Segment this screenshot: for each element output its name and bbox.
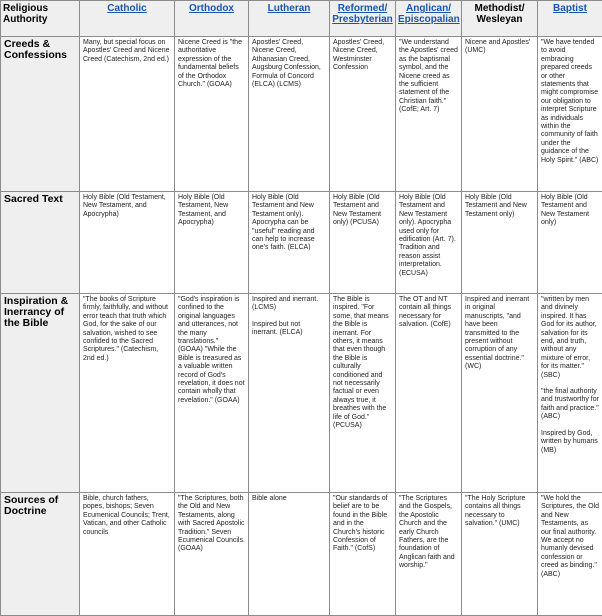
- cell-text-orthodox: Holy Bible (Old Testament, New Testament, and Apocrypha): [175, 192, 249, 294]
- cell-creeds-baptist: "We have tended to avoid embracing prepared creeds or other statements that might compromise our obligation to interpret Scripture as individuals within the community of faith under the guidance of the Holy Spirit." (ABC): [538, 37, 602, 192]
- corner-header: Religious Authority: [1, 1, 80, 37]
- cell-sources-orthodox: "The Scriptures, both the Old and New Testaments, along with Sacred Apostolic Tradition." Seven Ecumenical Councils. (GOAA): [175, 493, 249, 616]
- sources-row: [1, 493, 602, 616]
- lutheran-header-link[interactable]: Lutheran: [249, 1, 330, 37]
- orthodox-header-link[interactable]: Orthodox: [175, 1, 249, 37]
- cell-inspiration-orthodox: "God's inspiration is confined to the original languages and utterances, not the many translations." (GOAA) "While the Bible is treasured as a valuable written record of God's revelation, it does not contain wholly that revelation." (GOAA): [175, 294, 249, 493]
- anglican-header-link[interactable]: Anglican/ Episcopalian: [396, 1, 462, 37]
- cell-text-reformed: Holy Bible (Old Testament and New Testament only) (PCUSA): [330, 192, 396, 294]
- cell-text-lutheran: Holy Bible (Old Testament and New Testament only). Apocrypha can be "useful" reading and can help to increase one's faith. (ELCA): [249, 192, 330, 294]
- baptist-mb-note: Inspired by God, written by humans (MB): [541, 430, 599, 455]
- spacer: [252, 313, 326, 321]
- cell-creeds-reformed: Apostles' Creed, Nicene Creed, Westminster Confession: [330, 37, 396, 192]
- cell-inspiration-methodist: Inspired and inerrant in original manuscripts, "and have been transmitted to the present without corruption of any essential doctrine." (WC): [462, 294, 538, 493]
- inspiration-row: [1, 294, 602, 493]
- cell-creeds-anglican: "We understand the Apostles' creed as the baptismal symbol, and the Nicene creed as the sufficient statement of the Christian faith." (CofE; Art. 7): [396, 37, 462, 192]
- cell-creeds-lutheran: Apostles' Creed, Nicene Creed, Athanasian Creed, Augsburg Confession, Formula of Concord (ELCA) (LCMS): [249, 37, 330, 192]
- baptist-abc-note: "the final authority and trustworthy for faith and practice." (ABC): [541, 388, 599, 422]
- cell-text-anglican: Holy Bible (Old Testament and New Testament only). Apocrypha used only for edification (Art. 7). Tradition and reason assist interpretation. (ECUSA): [396, 192, 462, 294]
- cell-sources-catholic: Bible, church fathers, popes, bishops; Seven Ecumenical Councils; Trent, Vatican, and other Catholic councils: [80, 493, 175, 616]
- creeds-row: [1, 37, 602, 192]
- cell-inspiration-reformed: The Bible is inspired. "For some, that means the Bible is inerrant. For others, it means that even though the Bible is culturally conditioned and not necessarily factual or even always true, it breathes with the life of God." (PCUSA): [330, 294, 396, 493]
- cell-sources-lutheran: Bible alone: [249, 493, 330, 616]
- reformed-header-link[interactable]: Reformed/ Presbyterian: [330, 1, 396, 37]
- spacer: [541, 422, 599, 430]
- cell-sources-anglican: "The Scriptures and the Gospels, the Apostolic Church and the early Church Fathers, are the foundation of Anglican faith and worship.": [396, 493, 462, 616]
- methodist-header: Methodist/ Wesleyan: [462, 1, 538, 37]
- row-label-creeds: Creeds & Confessions: [1, 37, 80, 192]
- baptist-header-link[interactable]: Baptist: [538, 1, 602, 37]
- row-label-sources: Sources of Doctrine: [1, 493, 80, 616]
- row-label-sacred-text: Sacred Text: [1, 192, 80, 294]
- catholic-header-link[interactable]: Catholic: [80, 1, 175, 37]
- cell-inspiration-lutheran: [249, 294, 330, 493]
- cell-text-catholic: Holy Bible (Old Testament, New Testament, and Apocrypha): [80, 192, 175, 294]
- cell-inspiration-baptist: [538, 294, 602, 493]
- cell-text-baptist: Holy Bible (Old Testament and New Testament only): [538, 192, 602, 294]
- cell-text-methodist: Holy Bible (Old Testament and New Testament only): [462, 192, 538, 294]
- cell-inspiration-anglican: The OT and NT contain all things necessary for salvation. (CofE): [396, 294, 462, 493]
- cell-sources-reformed: "Our standards of belief are to be found in the Bible and in the Church's historic Confession of Faith." (CofS): [330, 493, 396, 616]
- sacred-text-row: [1, 192, 602, 294]
- header-row: [1, 1, 602, 37]
- lutheran-elca-note: Inspired but not inerrant. (ELCA): [252, 321, 326, 338]
- cell-creeds-methodist: Nicene and Apostles' (UMC): [462, 37, 538, 192]
- lutheran-lcms-note: Inspired and inerrant. (LCMS): [252, 296, 326, 313]
- cell-creeds-orthodox: Nicene Creed is "the authoritative expression of the fundamental beliefs of the Orthodox Church." (GOAA): [175, 37, 249, 192]
- cell-creeds-catholic: Many, but special focus on Apostles' Creed and Nicene Creed (Catechism, 2nd ed.): [80, 37, 175, 192]
- spacer: [541, 380, 599, 388]
- cell-sources-methodist: "The Holy Scripture contains all things necessary to salvation." (UMC): [462, 493, 538, 616]
- cell-sources-baptist: "We hold the Scriptures, the Old and New Testaments, as our final authority. We accept no humanly devised confession or creed as binding." (ABC): [538, 493, 602, 616]
- baptist-sbc-note: "written by men and divinely inspired. It has God for its author, salvation for its end, and truth, without any mixture of error, for its matter." (SBC): [541, 296, 599, 380]
- row-label-inspiration: Inspiration & Inerrancy of the Bible: [1, 294, 80, 493]
- cell-inspiration-catholic: "The books of Scripture firmly, faithfully, and without error teach that truth which God, for the sake of our salvation, wished to see confided to the Sacred Scriptures." (Catechism, 2nd ed.): [80, 294, 175, 493]
